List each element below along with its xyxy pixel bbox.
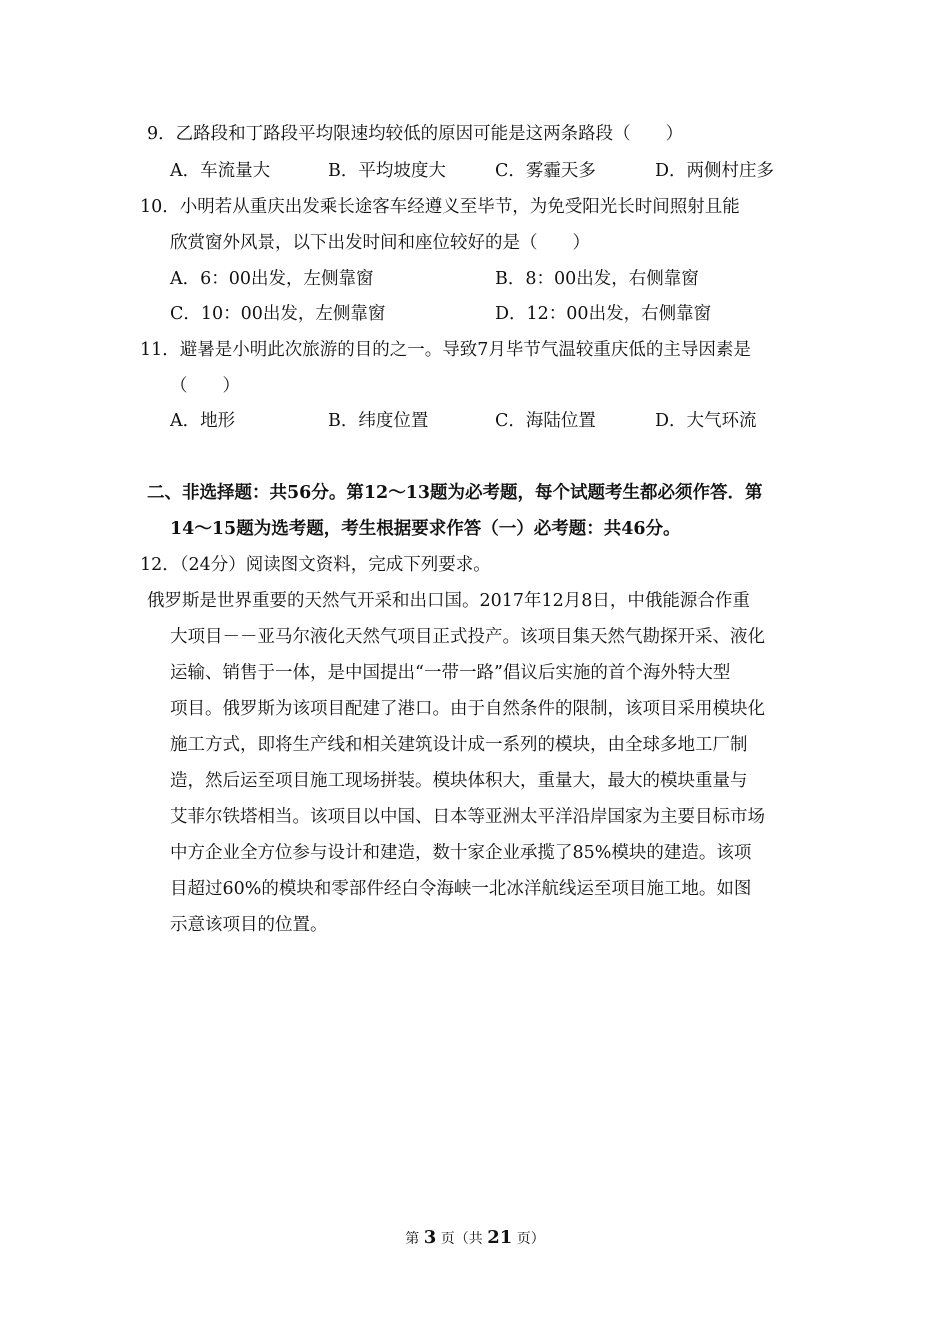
q9-stem: 9．乙路段和丁路段平均限速均较低的原因可能是这两条路段（ ）: [147, 124, 684, 144]
q12-para-line: 俄罗斯是世界重要的天然气开采和出口国。2017年12月8日，中俄能源合作重: [147, 591, 750, 611]
footer-suffix: 页）: [516, 1231, 545, 1247]
q12-para-line: 大项目－－亚马尔液化天然气项目正式投产。该项目集天然气勘探开采、液化: [170, 627, 765, 647]
q9-option-a: A．车流量大: [170, 161, 271, 181]
q11-option-b: B．纬度位置: [328, 411, 429, 431]
q11-stem-line2: （ ）: [170, 376, 240, 396]
footer-total-pages: 21: [487, 1227, 513, 1248]
q11-stem-line1: 11．避暑是小明此次旅游的目的之一。导致7月毕节气温较重庆低的主导因素是: [140, 340, 751, 360]
q12-para-line: 艾菲尔铁塔相当。该项目以中国、日本等亚洲太平洋沿岸国家为主要目标市场: [170, 807, 765, 827]
q10-stem-line2: 欣赏窗外风景，以下出发时间和座位较好的是（ ）: [170, 233, 590, 253]
q10-option-c: C．10：00出发，左侧靠窗: [170, 304, 386, 324]
q10-option-b: B．8：00出发，右侧靠窗: [495, 269, 699, 289]
q11-option-a: A．地形: [170, 411, 236, 431]
page-footer: [0, 1228, 950, 1249]
q9-option-b: B．平均坡度大: [328, 161, 446, 181]
q12-para-line: 施工方式，即将生产线和相关建筑设计成一系列的模块，由全球多地工厂制: [170, 735, 748, 755]
q11-option-c: C．海陆位置: [495, 411, 596, 431]
section2-heading-line2: 14～15题为选考题，考生根据要求作答（一）必考题：共46分。: [170, 519, 681, 539]
q12-para-line: 中方企业全方位参与设计和建造，数十家企业承揽了85%模块的建造。该项: [170, 843, 752, 863]
q12-para-line: 示意该项目的位置。: [170, 915, 328, 935]
footer-prefix: 第: [405, 1231, 420, 1247]
footer-mid: 页（共: [440, 1231, 483, 1247]
q12-stem: 12．（24分）阅读图文资料，完成下列要求。: [140, 555, 491, 575]
q10-stem-line1: 10．小明若从重庆出发乘长途客车经遵义至毕节，为免受阳光长时间照射且能: [140, 197, 740, 217]
q9-option-c: C．雾霾天多: [495, 161, 596, 181]
footer-page-number: 3: [423, 1227, 437, 1248]
q12-para-line: 运输、销售于一体，是中国提出“一带一路”倡议后实施的首个海外特大型: [170, 663, 731, 683]
q10-option-d: D．12：00出发，右侧靠窗: [495, 304, 712, 324]
q9-option-d: D．两侧村庄多: [655, 161, 775, 181]
q10-option-a: A．6：00出发，左侧靠窗: [170, 269, 374, 289]
q12-para-line: 造，然后运至项目施工现场拼装。模块体积大，重量大，最大的模块重量与: [170, 771, 748, 791]
section2-heading-line1: 二、非选择题：共56分。第12～13题为必考题，每个试题考生都必须作答．第: [147, 483, 763, 503]
q12-para-line: 项目。俄罗斯为该项目配建了港口。由于自然条件的限制，该项目采用模块化: [170, 699, 765, 719]
q12-para-line: 目超过60%的模块和零部件经白令海峡一北冰洋航线运至项目施工地。如图: [170, 879, 752, 899]
q11-option-d: D．大气环流: [655, 411, 757, 431]
